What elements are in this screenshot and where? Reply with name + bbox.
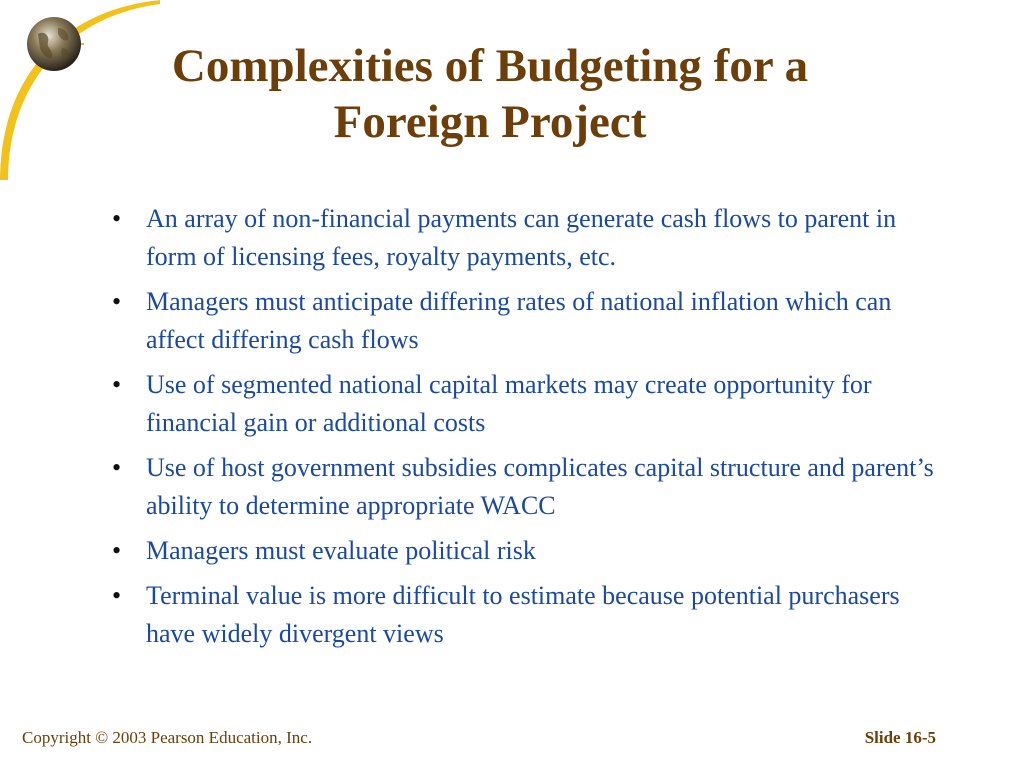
bullet-item — [112, 200, 952, 276]
bullet-icon: • — [112, 204, 122, 233]
bullet-icon: • — [112, 581, 122, 610]
bullet-item — [112, 283, 952, 359]
bullet-item — [112, 366, 952, 442]
bullet-list — [112, 200, 952, 660]
bullet-text: Use of segmented national capital markets may create opportunity for financial gain or additional costs — [146, 370, 872, 437]
bullet-text: An array of non-financial payments can generate cash flows to parent in form of licensing fees, royalty payments, etc. — [146, 204, 897, 271]
bullet-text: Use of host government subsidies complicates capital structure and parent’s ability to determine appropriate WACC — [146, 453, 934, 520]
title-line-1: Complexities of Budgeting for a — [171, 40, 809, 92]
title-line-2: Foreign Project — [333, 96, 647, 148]
bullet-icon: • — [112, 536, 122, 565]
bullet-icon: • — [112, 370, 122, 399]
bullet-icon: • — [112, 453, 122, 482]
bullet-icon: • — [112, 287, 122, 316]
page-title — [60, 38, 920, 150]
bullet-text: Managers must anticipate differing rates of national inflation which can affect differing cash flows — [146, 287, 892, 354]
bullet-item — [112, 532, 952, 570]
footer-slide-number: Slide 16-5 — [864, 728, 936, 747]
footer-copyright: Copyright © 2003 Pearson Education, Inc. — [22, 728, 313, 747]
bullet-item — [112, 577, 952, 653]
bullet-text: Managers must evaluate political risk — [146, 536, 536, 565]
bullet-item — [112, 449, 952, 525]
bullet-text: Terminal value is more difficult to estimate because potential purchasers have widely divergent views — [146, 581, 900, 648]
